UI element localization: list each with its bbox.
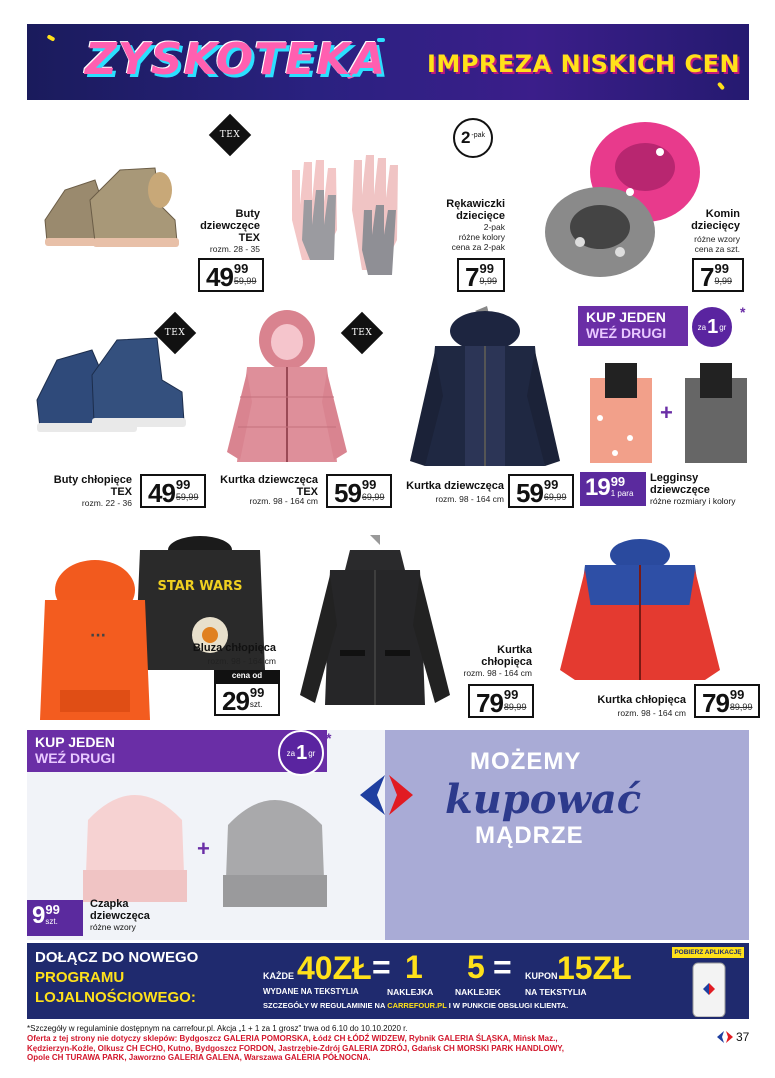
one-grosz-badge: za 1 gr <box>278 730 324 776</box>
tex-badge: TEX <box>209 114 251 156</box>
loyalty-amount: 40ZŁ <box>297 950 372 986</box>
loyalty-naklejek: NAKLEJEK <box>455 987 501 997</box>
old-price: 69,99 <box>543 492 567 502</box>
equals-sign: = <box>493 949 512 985</box>
footer-note: *Szczegóły w regulaminie dostępnym na carrefour.pl. Akcja „1 + 1 za 1 grosz" trwa od 6.10 do 10.10.2020 r. <box>27 1024 408 1033</box>
price-unit: szt. <box>249 700 263 709</box>
product-size: rozm. 22 - 36 <box>81 498 132 508</box>
confetti <box>47 34 56 41</box>
product-name: Legginsy dziewczęce <box>650 472 710 496</box>
loyalty-details: SZCZEGÓŁY W REGULAMINIE NA CARREFOUR.PL I W PUNKCIE OBSŁUGI KLIENTA. <box>263 1001 569 1010</box>
girls-navy-jacket-image <box>405 306 565 476</box>
loyalty-kupon: KUPON <box>525 971 558 981</box>
banner-tagline: IMPREZA NISKICH CEN <box>427 50 741 78</box>
product-name: Buty chłopięce TEX <box>53 474 132 498</box>
product-name: Bluza chłopięca <box>192 642 276 654</box>
price-box <box>214 682 280 716</box>
promo-line1: KUP JEDEN <box>35 734 115 750</box>
product-name: Komin dziecięcy <box>691 208 740 232</box>
product-desc: 2-pak różne kolory cena za 2-pak <box>451 222 505 252</box>
old-price: 9,99 <box>479 276 497 286</box>
scarf-image <box>540 112 705 282</box>
buy-one-promo <box>578 306 688 346</box>
product-desc: różne rozmiary i kolory <box>650 496 736 506</box>
price-cents: 99 <box>233 261 249 276</box>
loyalty-five: 5 <box>467 949 485 985</box>
old-price: 59,99 <box>233 276 257 286</box>
old-price: 9,99 <box>714 276 732 286</box>
price-main: 7 <box>700 262 714 292</box>
promo-line2: WEŹ DRUGI <box>586 325 667 341</box>
product-desc: różne wzory <box>90 922 136 932</box>
promo-line1: KUP JEDEN <box>586 309 666 325</box>
product-desc: różne wzory cena za szt. <box>694 234 740 254</box>
page-number: 37 <box>736 1030 750 1044</box>
product-size: rozm. 98 - 164 cm <box>617 708 686 718</box>
old-price: 89,99 <box>503 702 527 712</box>
price-box <box>457 258 505 292</box>
product-size: rozm. 98 - 164 cm <box>249 496 318 506</box>
product-name: Rękawiczki dziecięce <box>446 198 505 222</box>
mozemy-panel <box>385 730 749 940</box>
star-wars-print: STAR WARS <box>157 579 243 594</box>
gloves-image <box>282 150 412 280</box>
price-cents: 99 <box>729 687 745 702</box>
product-name: Kurtka dziewczęca <box>406 480 504 492</box>
price-main: 49 <box>148 478 175 508</box>
product-size: rozm. 98 - 164 cm <box>435 494 504 504</box>
price-main: 59 <box>334 478 361 508</box>
loyalty-wydane: WYDANE NA TEKSTYLIA <box>263 987 359 996</box>
price-main: 7 <box>465 262 479 292</box>
price-box <box>694 684 760 718</box>
price-from-label: cena od <box>214 670 280 682</box>
plus-sign: + <box>660 400 673 425</box>
price-box <box>508 474 574 508</box>
price-cents: 99 <box>361 477 377 492</box>
loyalty-one: 1 <box>405 949 423 985</box>
product-name: Buty dziewczęce TEX <box>200 208 260 244</box>
price-cents: 99 <box>479 261 494 276</box>
svg-text:···: ··· <box>90 628 106 644</box>
loyalty-kupon-amount: 15ZŁ <box>557 950 632 986</box>
old-price: 89,99 <box>729 702 753 712</box>
product-name: Czapka dziewczęca <box>90 898 150 922</box>
price-main: 49 <box>206 262 233 292</box>
promo-asterisk: * <box>740 304 746 320</box>
phone-app-icon <box>687 961 731 1017</box>
price-cents: 99 <box>503 687 519 702</box>
loyalty-naklejka: NAKLEJKA <box>387 987 434 997</box>
tex-badge: TEX <box>154 312 196 354</box>
loyalty-title: DOŁĄCZ DO NOWEGO PROGRAMU LOJALNOŚCIOWEGO: <box>35 949 199 1006</box>
price-unit: 1 para <box>610 489 634 498</box>
beanies-image <box>80 780 340 910</box>
loyalty-na-tekstylia: NA TEKSTYLIA <box>525 987 587 997</box>
footer-exclusions: Oferta z tej strony nie dotyczy sklepów: Bydgoszcz GALERIA POMORSKA, Łódź CH ŁÓDŹ WIDZEW, Rybnik GALERIA ŚLĄSKA, Mińsk Maz., Kędzierzyn-Koźle, Olkusz CH ECHO, Kutno, Bydgoszcz FORDON, Jastrzębie-Zdrój GALERIA ZDRÓJ, Gdańsk CH MORSKI PARK HANDLOWY, Opole CH TURAWA PARK, Jaworzno GALERIA GALENA, Warszawa GALERIA PÓŁNOCNA. <box>27 1034 564 1062</box>
two-pack-badge: 2 -pak <box>453 118 493 158</box>
equals-sign: = <box>372 949 391 985</box>
price-box-purple <box>580 472 646 506</box>
loyalty-banner <box>27 943 749 1019</box>
price-main: 19 <box>585 474 610 501</box>
product-name: Kurtka chłopięca <box>481 644 532 668</box>
price-main: 79 <box>476 688 503 718</box>
mozemy-line2: kupować <box>445 776 642 823</box>
promo-line2: WEŹ DRUGI <box>35 750 116 766</box>
loyalty-kazde: KAŻDE <box>263 971 294 981</box>
product-size: rozm. 98 - 164 cm <box>207 656 276 666</box>
boys-quilted-jacket-image <box>295 535 455 715</box>
price-cents: 99 <box>175 477 191 492</box>
price-unit: szt. <box>45 917 58 926</box>
promo-asterisk: * <box>326 730 332 746</box>
price-cents: 99 <box>45 902 60 917</box>
price-cents: 99 <box>610 474 626 489</box>
price-box-purple <box>27 900 83 936</box>
price-cents: 99 <box>249 685 265 700</box>
price-cents: 99 <box>543 477 559 492</box>
mozemy-line1: MOŻEMY <box>470 748 582 775</box>
price-box <box>326 474 392 508</box>
price-cents: 99 <box>714 261 729 276</box>
price-main: 29 <box>222 686 249 716</box>
carrefour-small-logo-icon <box>716 1030 734 1044</box>
price-box <box>692 258 744 292</box>
price-box <box>198 258 264 292</box>
one-grosz-badge: za 1 gr <box>690 305 734 349</box>
product-name: Kurtka dziewczęca TEX <box>220 474 318 498</box>
price-main: 9 <box>32 902 45 929</box>
banner-logo: ZYSKOTEKA <box>85 34 387 85</box>
old-price: 69,99 <box>361 492 385 502</box>
girls-pink-jacket-image <box>222 302 352 472</box>
product-size: rozm. 98 - 164 cm <box>463 668 532 678</box>
mozemy-line3: MĄDRZE <box>475 822 584 849</box>
product-name: Kurtka chłopięca <box>597 694 686 706</box>
carrefour-logo-icon <box>355 770 415 820</box>
tex-badge: TEX <box>341 312 383 354</box>
price-box <box>140 474 206 508</box>
plus-sign: + <box>197 836 210 861</box>
product-size: rozm. 28 - 35 <box>209 244 260 254</box>
price-main: 79 <box>702 688 729 718</box>
confetti <box>717 82 725 91</box>
download-app-label[interactable]: POBIERZ APLIKACJĘ <box>672 947 744 958</box>
boys-red-jacket-image <box>555 530 725 690</box>
old-price: 59,99 <box>175 492 199 502</box>
price-box <box>468 684 534 718</box>
price-main: 59 <box>516 478 543 508</box>
promo-banner <box>27 24 749 100</box>
